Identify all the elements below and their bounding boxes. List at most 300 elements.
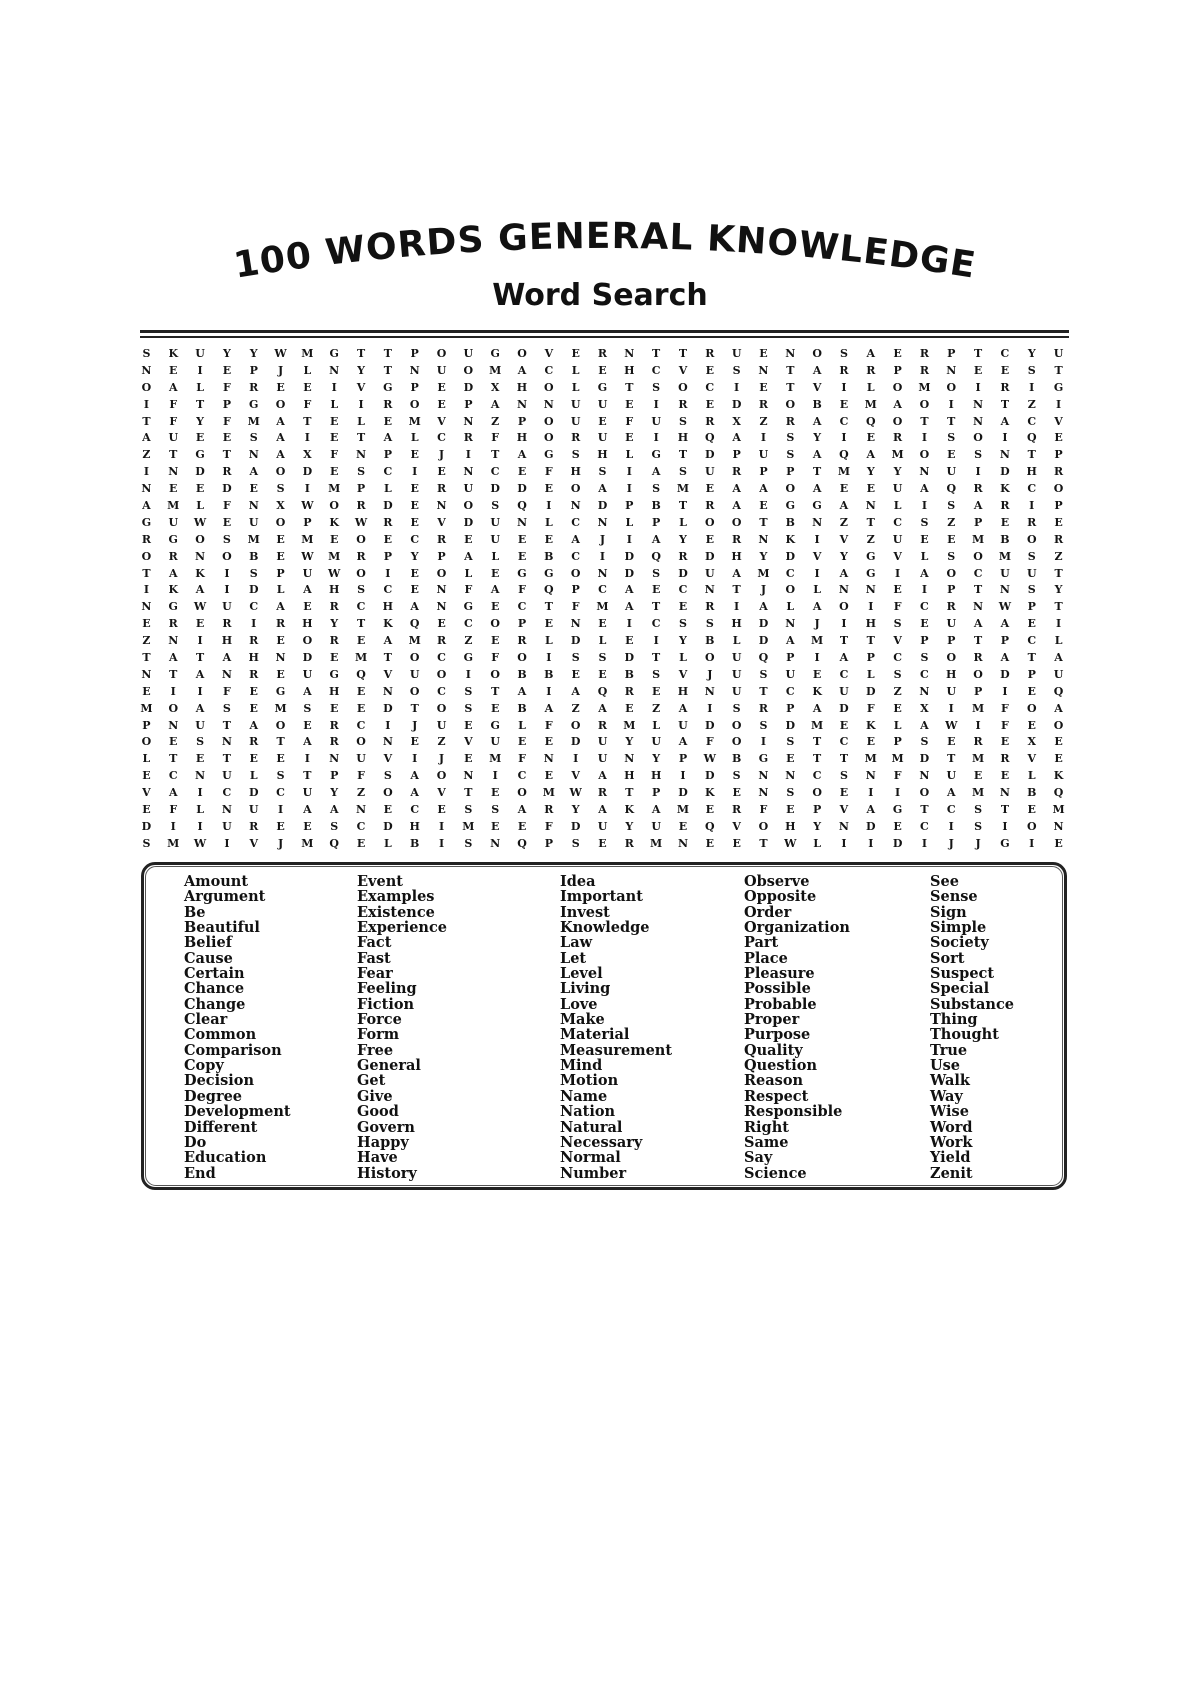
grid-letter: P xyxy=(303,515,312,529)
grid-letter: N xyxy=(597,515,608,529)
grid-letter: P xyxy=(920,634,929,648)
grid-letter: A xyxy=(249,718,258,732)
grid-letter: P xyxy=(893,363,902,377)
grid-letter: O xyxy=(785,583,796,597)
grid-letter: F xyxy=(571,600,580,614)
grid-letter: E xyxy=(383,414,393,428)
grid-letter: A xyxy=(732,499,741,513)
word-list-item: Place xyxy=(744,949,788,967)
word-list-item: Measurement xyxy=(560,1041,673,1059)
grid-letter: I xyxy=(948,819,954,833)
grid-row xyxy=(133,836,1072,853)
grid-letter: C xyxy=(249,600,259,614)
grid-letter: P xyxy=(973,515,983,529)
grid-letter: Y xyxy=(652,752,661,766)
word-list-item: Do xyxy=(184,1133,207,1151)
grid-letter: E xyxy=(625,397,634,411)
grid-letter: L xyxy=(920,549,929,563)
grid-letter: A xyxy=(168,380,178,394)
grid-letter: R xyxy=(168,617,178,631)
grid-letter: U xyxy=(570,414,581,428)
grid-letter: A xyxy=(544,701,554,715)
grid-letter: L xyxy=(142,752,151,766)
grid-letter: E xyxy=(705,836,714,850)
word-list-item: Necessary xyxy=(560,1133,643,1151)
grid-letter: I xyxy=(170,684,176,698)
grid-letter: O xyxy=(544,414,554,428)
grid-letter: E xyxy=(1054,431,1063,445)
grid-letter: V xyxy=(839,803,849,817)
grid-letter: A xyxy=(490,397,500,411)
grid-letter: E xyxy=(1054,836,1063,850)
grid-letter: E xyxy=(517,549,527,563)
title-divider-thin xyxy=(140,336,1069,338)
grid-letter: T xyxy=(625,380,634,394)
grid-letter: I xyxy=(251,617,257,631)
grid-letter: N xyxy=(677,836,688,850)
grid-letter: I xyxy=(438,819,445,833)
grid-letter: G xyxy=(275,684,286,698)
grid-letter: O xyxy=(141,549,152,563)
puzzle-subtitle: Word Search xyxy=(492,278,708,313)
grid-letter: C xyxy=(437,684,446,698)
grid-letter: G xyxy=(249,397,259,411)
grid-letter: P xyxy=(222,397,232,411)
word-list-item: Fact xyxy=(357,934,392,952)
word-list-item: Fast xyxy=(357,949,391,967)
word-list-item: Cause xyxy=(184,949,233,967)
grid-letter: L xyxy=(384,836,392,850)
grid-letter: U xyxy=(222,769,232,783)
grid-letter: D xyxy=(570,735,581,749)
word-list-column-3 xyxy=(560,874,672,1181)
grid-letter: E xyxy=(303,819,312,833)
grid-letter: H xyxy=(329,684,340,698)
grid-row xyxy=(133,380,1072,397)
grid-letter: Q xyxy=(356,667,366,681)
grid-letter: A xyxy=(866,448,876,462)
grid-letter: O xyxy=(356,566,366,580)
grid-letter: R xyxy=(275,617,286,631)
grid-letter: X xyxy=(1027,735,1037,749)
grid-letter: E xyxy=(169,735,178,749)
grid-letter: P xyxy=(249,363,258,377)
grid-letter: P xyxy=(571,583,580,597)
grid-letter: E xyxy=(330,532,339,546)
grid-letter: A xyxy=(786,634,795,648)
grid-letter: S xyxy=(222,701,231,715)
grid-letter: U xyxy=(1000,566,1010,580)
grid-letter: A xyxy=(276,448,285,462)
grid-letter: A xyxy=(410,769,419,783)
grid-letter: E xyxy=(678,819,688,833)
grid-letter: N xyxy=(812,515,823,529)
grid-letter: K xyxy=(383,617,393,631)
grid-letter: Y xyxy=(330,617,339,631)
grid-letter: N xyxy=(436,600,447,614)
grid-letter: Y xyxy=(196,414,204,428)
grid-letter: O xyxy=(436,769,447,783)
grid-letter: M xyxy=(971,532,985,546)
word-list-item: Chance xyxy=(184,980,245,998)
grid-letter: E xyxy=(1000,363,1010,377)
grid-letter: O xyxy=(758,819,769,833)
grid-letter: E xyxy=(437,380,446,394)
grid-letter: I xyxy=(412,752,418,766)
grid-letter: N xyxy=(168,465,179,479)
grid-letter: P xyxy=(517,617,527,631)
grid-letter: S xyxy=(142,836,151,850)
grid-letter: E xyxy=(544,482,554,496)
grid-letter: E xyxy=(330,431,339,445)
grid-letter: D xyxy=(678,566,688,580)
grid-letter: E xyxy=(437,465,446,479)
grid-letter: O xyxy=(436,701,447,715)
grid-letter: S xyxy=(357,465,366,479)
grid-letter: T xyxy=(973,634,983,648)
grid-letter: W xyxy=(301,499,314,513)
grid-letter: N xyxy=(624,752,635,766)
grid-letter: N xyxy=(999,448,1010,462)
grid-letter: V xyxy=(383,667,393,681)
grid-letter: P xyxy=(732,448,741,462)
grid-letter: H xyxy=(248,651,259,665)
grid-letter: Y xyxy=(813,431,822,445)
grid-letter: Z xyxy=(571,701,580,715)
grid-letter: B xyxy=(785,515,795,529)
grid-letter: O xyxy=(356,532,366,546)
grid-letter: M xyxy=(650,836,663,850)
grid-letter: N xyxy=(999,786,1010,800)
grid-letter: E xyxy=(410,515,419,529)
grid-letter: T xyxy=(195,651,205,665)
grid-letter: R xyxy=(624,836,634,850)
word-list-item: Feeling xyxy=(357,980,417,998)
grid-letter: I xyxy=(1002,819,1008,833)
grid-letter: B xyxy=(410,836,420,850)
word-list-item: Observe xyxy=(744,873,810,890)
grid-letter: U xyxy=(463,482,474,496)
grid-letter: B xyxy=(624,667,634,681)
grid-letter: O xyxy=(570,566,581,580)
grid-letter: S xyxy=(974,819,983,833)
grid-row xyxy=(133,701,1072,718)
grid-letter: D xyxy=(141,819,152,833)
grid-letter: I xyxy=(438,836,445,850)
word-list-item: Part xyxy=(744,934,779,952)
grid-letter: N xyxy=(141,600,152,614)
grid-letter: S xyxy=(839,347,848,360)
grid-letter: M xyxy=(971,701,985,715)
grid-letter: A xyxy=(517,684,527,698)
grid-letter: U xyxy=(785,667,796,681)
grid-letter: A xyxy=(812,482,822,496)
grid-letter: O xyxy=(919,397,930,411)
grid-letter: H xyxy=(731,549,742,563)
grid-letter: L xyxy=(544,515,553,529)
grid-letter: E xyxy=(142,684,151,698)
grid-letter: R xyxy=(597,786,608,800)
grid-letter: L xyxy=(598,634,607,648)
grid-letter: O xyxy=(705,651,715,665)
grid-letter: Y xyxy=(1054,583,1063,597)
grid-row xyxy=(133,414,1072,431)
word-list-item: Opposite xyxy=(744,888,817,906)
grid-letter: Z xyxy=(491,414,500,428)
word-list-item: Nation xyxy=(560,1103,616,1121)
grid-letter: A xyxy=(303,583,312,597)
grid-letter: C xyxy=(544,363,554,377)
word-list-item: Good xyxy=(357,1103,399,1121)
grid-letter: A xyxy=(142,499,151,513)
word-list-item: Society xyxy=(930,934,989,952)
grid-letter: E xyxy=(195,752,205,766)
grid-letter: A xyxy=(920,718,929,732)
grid-letter: E xyxy=(517,465,527,479)
grid-letter: C xyxy=(383,465,393,479)
grid-letter: O xyxy=(275,397,286,411)
grid-letter: V xyxy=(142,786,151,800)
grid-letter: R xyxy=(329,634,339,648)
grid-letter: M xyxy=(328,549,341,563)
grid-row xyxy=(133,768,1072,785)
grid-letter: C xyxy=(678,583,688,597)
grid-letter: L xyxy=(679,651,687,665)
grid-letter: Z xyxy=(893,684,902,698)
grid-letter: C xyxy=(812,769,822,783)
grid-letter: N xyxy=(838,583,849,597)
grid-letter: L xyxy=(357,414,365,428)
grid-letter: T xyxy=(786,363,795,377)
grid-letter: M xyxy=(328,482,341,496)
title-text: 100 WORDS GENERAL KNOWLEDGE xyxy=(231,215,979,287)
grid-letter: J xyxy=(412,718,418,732)
grid-letter: N xyxy=(221,735,232,749)
grid-letter: R xyxy=(436,634,447,648)
grid-letter: C xyxy=(571,549,581,563)
grid-letter: O xyxy=(275,465,286,479)
grid-letter: N xyxy=(141,667,152,681)
grid-letter: A xyxy=(839,651,849,665)
grid-letter: O xyxy=(1026,701,1037,715)
grid-letter: L xyxy=(196,380,204,394)
grid-letter: N xyxy=(516,515,528,529)
word-list-item: Argument xyxy=(184,888,266,906)
grid-letter: O xyxy=(141,380,152,394)
grid-letter: F xyxy=(464,583,473,597)
grid-letter: A xyxy=(517,448,527,462)
grid-row xyxy=(133,532,1072,549)
grid-letter: M xyxy=(596,600,609,614)
grid-letter: U xyxy=(409,667,420,681)
grid-letter: G xyxy=(168,600,178,614)
grid-letter: D xyxy=(678,786,688,800)
grid-letter: T xyxy=(759,684,768,698)
grid-letter: E xyxy=(195,617,205,631)
grid-letter: S xyxy=(893,667,902,681)
grid-letter: Q xyxy=(946,482,957,496)
grid-letter: I xyxy=(143,397,149,411)
grid-letter: C xyxy=(1027,414,1037,428)
grid-letter: E xyxy=(1027,718,1036,732)
grid-letter: E xyxy=(356,684,366,698)
grid-letter: I xyxy=(653,431,659,445)
grid-letter: O xyxy=(973,431,983,445)
grid-letter: V xyxy=(893,634,902,648)
word-list-item: Clear xyxy=(184,1011,228,1029)
grid-letter: E xyxy=(598,414,607,428)
grid-letter: P xyxy=(142,718,151,732)
grid-letter: E xyxy=(920,617,929,631)
grid-letter: E xyxy=(893,347,902,360)
grid-letter: G xyxy=(892,803,903,817)
grid-letter: D xyxy=(705,769,715,783)
grid-letter: I xyxy=(546,684,552,698)
word-list-item: Comparison xyxy=(184,1041,282,1059)
grid-letter: E xyxy=(973,363,983,377)
grid-letter: V xyxy=(812,549,822,563)
grid-letter: M xyxy=(998,549,1011,563)
grid-letter: R xyxy=(1000,499,1010,513)
word-list-item: Quality xyxy=(744,1041,803,1059)
grid-letter: P xyxy=(625,499,634,513)
grid-letter: J xyxy=(975,836,981,850)
grid-letter: O xyxy=(463,363,474,377)
grid-letter: D xyxy=(705,448,715,462)
grid-letter: Z xyxy=(1027,397,1036,411)
grid-letter: O xyxy=(946,651,957,665)
grid-letter: F xyxy=(544,819,553,833)
grid-letter: Y xyxy=(625,735,634,749)
grid-letter: V xyxy=(544,347,554,360)
grid-letter: S xyxy=(679,414,687,428)
grid-letter: S xyxy=(464,803,473,817)
grid-letter: S xyxy=(383,769,392,783)
word-list-item: Thing xyxy=(930,1011,978,1029)
word-list-item: Law xyxy=(560,934,593,952)
grid-letter: F xyxy=(866,701,875,715)
grid-letter: O xyxy=(329,499,339,513)
grid-letter: A xyxy=(276,431,285,445)
grid-letter: R xyxy=(732,532,742,546)
grid-letter: S xyxy=(357,583,366,597)
grid-letter: J xyxy=(760,583,767,597)
grid-letter: E xyxy=(517,819,527,833)
grid-letter: R xyxy=(678,549,688,563)
grid-letter: R xyxy=(705,600,715,614)
word-list-item: Copy xyxy=(184,1057,224,1075)
grid-letter: E xyxy=(1054,515,1063,529)
grid-letter: E xyxy=(839,786,849,800)
grid-letter: A xyxy=(651,465,661,479)
grid-letter: M xyxy=(140,701,153,715)
grid-letter: F xyxy=(893,600,902,614)
grid-letter: O xyxy=(356,735,366,749)
grid-letter: N xyxy=(356,448,367,462)
grid-letter: I xyxy=(921,583,927,597)
grid-letter: A xyxy=(1054,701,1063,715)
grid-letter: L xyxy=(893,499,902,513)
grid-letter: S xyxy=(652,482,661,496)
grid-letter: T xyxy=(276,735,285,749)
grid-letter: O xyxy=(436,667,447,681)
grid-letter: C xyxy=(1027,634,1037,648)
grid-letter: E xyxy=(920,532,929,546)
word-list-item: Thought xyxy=(930,1026,999,1044)
grid-letter: R xyxy=(973,735,983,749)
grid-letter: P xyxy=(786,701,795,715)
grid-letter: S xyxy=(142,347,151,360)
grid-letter: E xyxy=(759,380,768,394)
grid-letter: O xyxy=(570,718,581,732)
word-list-item: Event xyxy=(357,873,403,890)
grid-letter: Y xyxy=(1027,347,1036,360)
grid-letter: E xyxy=(517,532,527,546)
grid-letter: P xyxy=(1027,600,1036,614)
grid-letter: V xyxy=(437,414,446,428)
grid-letter: A xyxy=(651,532,661,546)
grid-letter: N xyxy=(704,684,715,698)
grid-letter: O xyxy=(731,718,742,732)
grid-letter: Z xyxy=(652,701,661,715)
grid-letter: E xyxy=(222,431,232,445)
grid-letter: G xyxy=(544,566,554,580)
grid-letter: C xyxy=(276,786,285,800)
grid-letter: L xyxy=(571,380,580,394)
grid-letter: L xyxy=(384,482,392,496)
grid-row xyxy=(133,633,1072,650)
grid-letter: I xyxy=(170,819,176,833)
grid-letter: E xyxy=(866,431,875,445)
grid-letter: U xyxy=(490,532,500,546)
grid-letter: I xyxy=(975,718,981,732)
grid-letter: Y xyxy=(357,363,365,377)
word-list-item: Word xyxy=(930,1118,973,1136)
grid-letter: E xyxy=(651,583,661,597)
grid-letter: T xyxy=(1027,448,1036,462)
grid-letter: R xyxy=(1000,752,1010,766)
grid-letter: R xyxy=(624,684,634,698)
grid-letter: E xyxy=(866,735,875,749)
grid-letter: O xyxy=(409,651,420,665)
grid-letter: O xyxy=(517,347,527,360)
grid-letter: S xyxy=(947,499,956,513)
word-list-item: Wise xyxy=(930,1103,969,1121)
word-list-item: Simple xyxy=(930,919,987,937)
grid-letter: T xyxy=(169,752,178,766)
grid-letter: E xyxy=(142,617,151,631)
grid-letter: P xyxy=(947,583,956,597)
grid-letter: U xyxy=(946,465,957,479)
grid-letter: E xyxy=(330,465,339,479)
grid-letter: B xyxy=(651,499,661,513)
grid-letter: L xyxy=(196,499,204,513)
grid-letter: I xyxy=(197,634,203,648)
grid-letter: E xyxy=(1000,769,1010,783)
word-list-column-1 xyxy=(184,874,291,1181)
grid-letter: D xyxy=(517,482,527,496)
grid-letter: K xyxy=(785,532,796,546)
grid-letter: U xyxy=(490,515,500,529)
grid-letter: N xyxy=(356,803,367,817)
grid-letter: I xyxy=(573,752,579,766)
grid-letter: Z xyxy=(839,515,848,529)
grid-letter: N xyxy=(382,684,393,698)
grid-letter: D xyxy=(248,786,259,800)
grid-letter: Y xyxy=(625,819,634,833)
grid-letter: E xyxy=(410,448,419,462)
grid-letter: E xyxy=(437,803,446,817)
